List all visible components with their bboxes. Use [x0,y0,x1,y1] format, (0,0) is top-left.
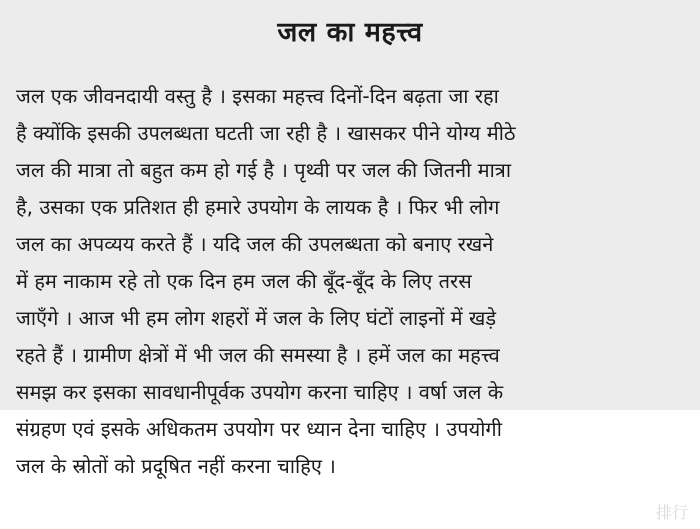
watermark: 排行 [655,503,688,522]
text-line: जल की मात्रा तो बहुत कम हो गई है । पृथ्वी पर जल की जितनी मात्रा [16,158,512,182]
text-line: रहते हैं । ग्रामीण क्षेत्रों में भी जल की समस्या है । हमें जल का महत्त्व [16,343,500,367]
text-line: है क्योंकि इसकी उपलब्धता घटती जा रही है । खासकर पीने योग्य मीठे [16,121,516,145]
text-line: जल के स्रोतों को प्रदूषित नहीं करना चाहिए । [16,454,336,478]
text-line: जाएँगे । आज भी हम लोग शहरों में जल के लिए घंटों लाइनों में खड़े [16,306,497,330]
essay-paragraph [16,78,688,485]
text-line: जल एक जीवनदायी वस्तु है । इसका महत्त्व दिनों-दिन बढ़ता जा रहा [16,84,499,108]
text-line: समझ कर इसका सावधानीपूर्वक उपयोग करना चाहिए । वर्षा जल के [16,380,504,404]
text-line: में हम नाकाम रहे तो एक दिन हम जल की बूँद-बूँद के लिए तरस [16,269,472,293]
essay-title: जल का महत्त्व [277,17,423,48]
text-line: जल का अपव्यय करते हैं । यदि जल की उपलब्धता को बनाए रखने [16,232,494,256]
text-line: संग्रहण एवं इसके अधिकतम उपयोग पर ध्यान देना चाहिए । उपयोगी [16,417,502,441]
text-line: है, उसका एक प्रतिशत ही हमारे उपयोग के लायक है । फिर भी लोग [16,195,500,219]
